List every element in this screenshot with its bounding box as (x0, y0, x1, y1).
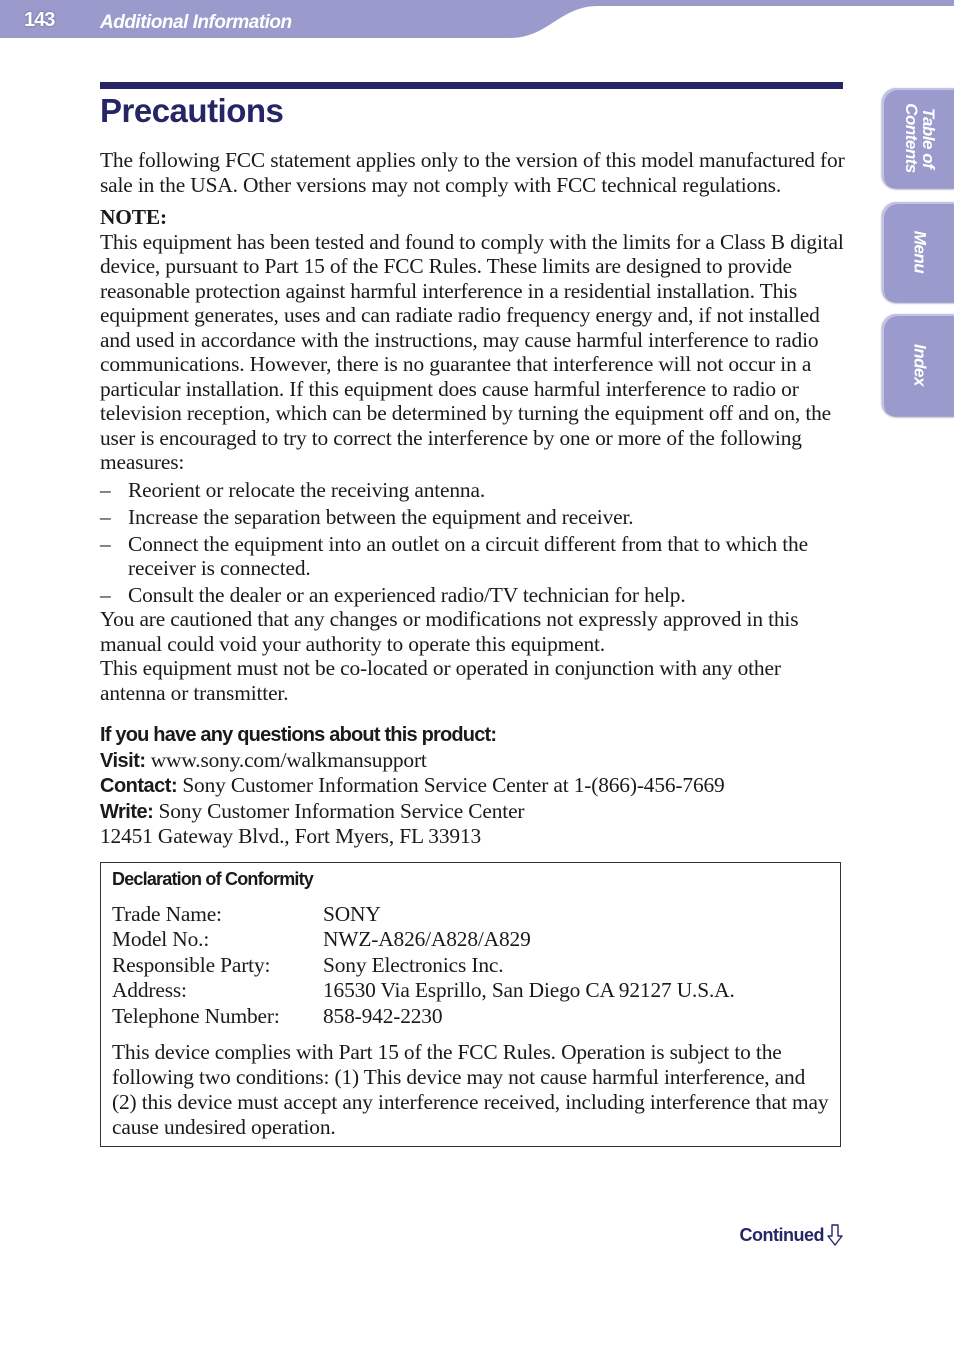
arrow-down-outline-icon (827, 1224, 843, 1246)
intro-paragraph: The following FCC statement applies only to the version of this model manufactured for sale in the USA. Other versions may not comply with FCC technical regulations. (100, 148, 845, 197)
contact-line (100, 773, 845, 799)
list-item: – Increase the separation between the equipment and receiver. (100, 505, 845, 530)
compliance-paragraph: This device complies with Part 15 of the FCC Rules. Operation is subject to the following two conditions: (1) This device may not cause harmful interference, and (2) this device must accept any interference received, including interference that may cause undesired operation. (112, 1040, 829, 1139)
continued-link[interactable] (740, 1224, 843, 1246)
tab-toc-label-line: Table of (919, 107, 938, 169)
conformity-label: Model No.: (112, 927, 210, 951)
conformity-label: Address: (112, 978, 187, 1002)
visit-line (100, 748, 845, 774)
contact-label: Contact: (100, 775, 178, 797)
visit-link[interactable]: www.sony.com/walkmansupport (150, 747, 427, 772)
conformity-row (112, 978, 840, 1004)
continued-label: Continued (739, 1224, 824, 1245)
questions-heading: If you have any questions about this product: (100, 724, 497, 746)
list-item: – Consult the dealer or an experienced radio/TV technician for help. (100, 583, 845, 608)
declaration-title: Declaration of Conformity (112, 868, 314, 889)
conformity-label: Responsible Party: (112, 952, 271, 977)
page-title: Precautions (100, 92, 284, 129)
tab-index[interactable] (882, 314, 954, 416)
title-rule (100, 82, 843, 89)
page-number: 143 (24, 9, 55, 31)
conformity-value: Sony Electronics Inc. (323, 952, 504, 977)
conformity-row (112, 953, 840, 979)
conformity-row (112, 902, 840, 928)
conformity-row (112, 927, 840, 953)
conformity-value: 16530 Via Esprillo, San Diego CA 92127 U.S.A. (323, 978, 735, 1002)
conformity-value: 858-942-2230 (323, 1003, 443, 1028)
tab-index-label: Index (910, 344, 930, 386)
tab-table-of-contents[interactable] (882, 88, 954, 188)
write-value: Sony Customer Information Service Center (158, 798, 525, 823)
measures-list (100, 478, 845, 608)
list-item: – Reorient or relocate the receiving antenna. (100, 478, 845, 503)
declaration-box (100, 862, 841, 1148)
conformity-value: NWZ-A826/A828/A829 (323, 927, 531, 951)
header-band (0, 0, 954, 40)
list-item: – Connect the equipment into an outlet on a circuit different from that to which the receiver is connected. (100, 532, 845, 581)
conformity-value: SONY (323, 901, 381, 926)
page-content (100, 148, 845, 1147)
conformity-label: Telephone Number: (112, 1003, 280, 1028)
write-label: Write: (100, 800, 154, 823)
section-name: Additional Information (100, 12, 292, 33)
visit-label: Visit: (100, 749, 146, 772)
contact-value: Sony Customer Information Service Center at 1-(866)-456-7669 (182, 773, 725, 797)
write-address: 12451 Gateway Blvd., Fort Myers, FL 33913 (100, 824, 482, 848)
tab-toc-label (903, 103, 937, 173)
tab-menu[interactable] (882, 202, 954, 302)
conformity-label: Trade Name: (112, 901, 222, 926)
note-paragraph: This equipment has been tested and found to comply with the limits for a Class B digital device, pursuant to Part 15 of the FCC Rules. These limits are designed to provide reasonable protection against harmful interference in a residential installation. This equipment generates, uses and can radiate radio frequency energy and, if not installed and used in accordance with the instructions, may cause harmful interference to radio communications. However, there is no guarantee that interference will not occur in a particular installation. If this equipment does cause harmful interference to radio or television reception, which can be determined by turning the equipment off and on, the user is encouraged to try to correct the interference by one or more of the following measures: (100, 229, 844, 474)
conformity-row (112, 1004, 840, 1030)
tab-menu-label: Menu (910, 230, 930, 274)
caution-paragraph: You are cautioned that any changes or modifications not expressly approved in this manual could void your authority to operate this equipment. (100, 607, 799, 656)
write-line (100, 799, 845, 825)
colocation-paragraph: This equipment must not be co-located or operated in conjunction with any other antenna or transmitter. (100, 656, 781, 705)
tab-toc-label-line: Contents (902, 103, 921, 173)
note-label: NOTE: (100, 205, 167, 229)
